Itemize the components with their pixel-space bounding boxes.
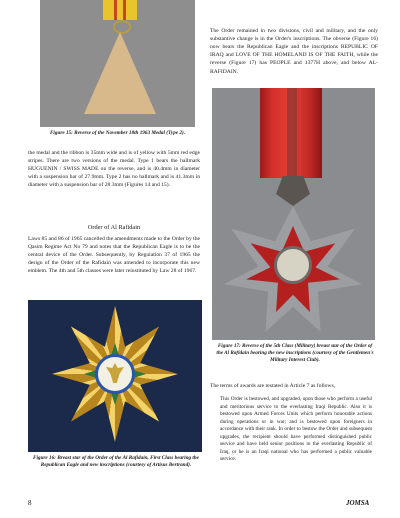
fifth-class-star-photo <box>212 88 375 340</box>
breast-star-photo <box>28 300 202 452</box>
crown-suspender <box>276 176 310 206</box>
yellow-ribbon <box>103 0 137 20</box>
journal-name: JOMSA <box>346 499 370 507</box>
article-7-quote: This Order is bestowed, and upgraded, upon those who perform a useful and meritorious service to the everlasting Iraqi Republic. Also it is bestowed upon Armed Forces Units which perform honorable actions during operations or in war; and is bestowed upon foreigners in accordance with their rank. In order to bestow the Order and subsequent upgrades, the recipient should have performed distinguished public service and have held senior positions in the everlasting Republic of Iraq, or he is an Iraqi national who has performed a public valuable service. <box>220 396 372 463</box>
medal-reverse-photo <box>40 0 195 127</box>
right-paragraph-2: The terms of awards are restated in Article 7 as follows, <box>210 383 336 389</box>
figure-15-caption: Figure 15: Reverse of the November 18th 1963 Medal (Type 2). <box>49 130 186 136</box>
left-paragraph-2: Laws 85 and 86 of 1965 cancelled the amendments made to the Order by the Qasim Regime Act No 79 and notes that the Republican Eagle is to be the central device of the Order. Subsequently, by Regulation 37 of 1965 the design of the Order of the Rafidain was amended to incorporate this new emblem. The 4th and 5th classes were later reinstituted by Law 28 of 1967. <box>28 236 200 274</box>
left-paragraph-1: the medal and the ribbon is 35mm wide and is of yellow with 5mm red edge stripes. There are two versions of the medal. Type 1 bears the hallmark HUGUENIN / SWISS MADE on the reverse, and is 40.4mm in diameter with a suspension bar of 27.9mm. Type 2 has no hallmark and is 41.3mm in diameter with a suspension bar of 28.3mm (Figures 14 and 15). <box>28 150 200 188</box>
reverse-medallion <box>274 246 312 284</box>
triangular-medal <box>84 32 156 114</box>
ribbon-stripe <box>287 88 297 178</box>
figure-16-caption: Figure 16: Breast star of the Order of the Al Rafidain, First Class bearing the Republican Eagle and new inscriptions (courtesy of Artisus Bertrand). <box>33 455 199 468</box>
section-heading: Order of Al Rafidain <box>87 224 141 231</box>
figure-17-caption: Figure 17: Reverse of the 5th Class (Military) breast star of the Order of the Al Rafidain bearing the new inscriptions (courtesy of the Gentlemen's Military Interest Club). <box>216 343 374 363</box>
right-paragraph-1: The Order remained in two divisions, civil and military, and the only substantive change is in the Order's inscriptions. The obverse (Figure 16) now bears the Republican Eagle and the inscriptions REPUBLIC OF IRAQ and LOVE OF THE HOMELAND IS OF THE FAITH, while the reverse (Figure 17) has PEOPLE and 1377H above, and below AL-RAFIDAIN. <box>210 28 378 75</box>
page-number: 8 <box>28 499 32 507</box>
